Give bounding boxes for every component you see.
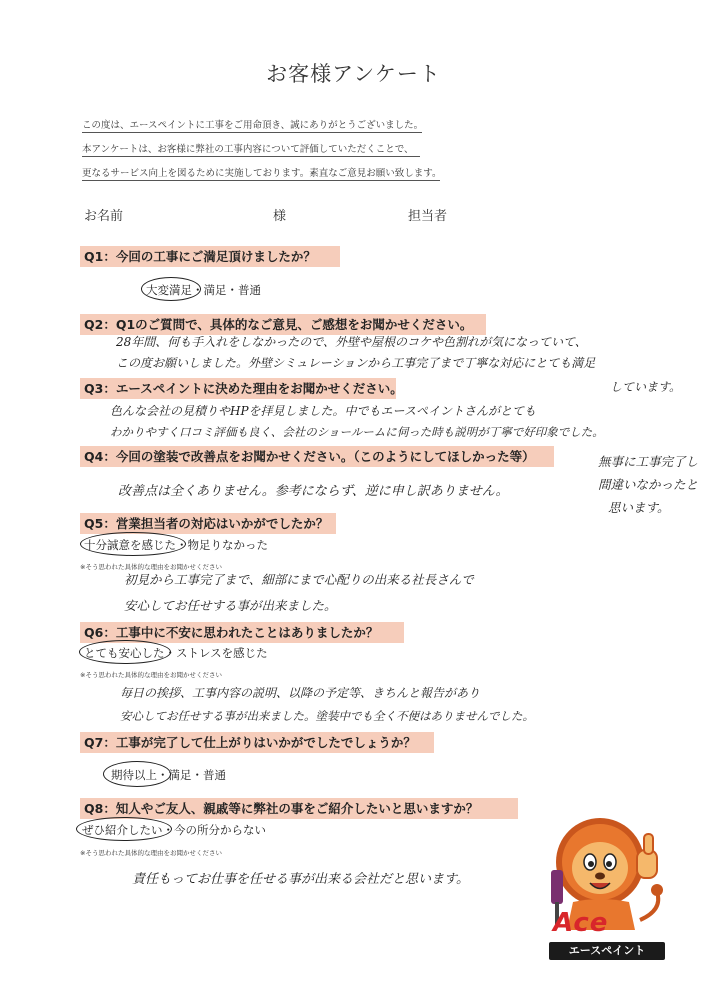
q6-note: ※そう思われた具体的な理由をお聞かせください — [80, 671, 222, 679]
mascot-illustration — [545, 810, 675, 970]
q6-question: Q6：工事中に不安に思われたことはありましたか？ — [80, 622, 404, 643]
q5-question: Q5：営業担当者の対応はいかがでしたか？ — [80, 513, 336, 534]
staff-label: 担当者 — [408, 209, 448, 224]
intro-underline-1 — [82, 132, 422, 133]
q8-selected-circle — [76, 817, 172, 841]
q3-answer-line-2: わかりやすく口コミ評価も良く、会社のショールームに伺った時も説明が丁寧で好印象でした。 — [110, 425, 604, 439]
q2-answer-line-1: 28年間、何も手入れをしなかったので、外壁や屋根のコケや色割れが気になっていて、 — [116, 335, 587, 349]
q2-answer-line-2: この度お願いしました。外壁シミュレーションから工事完了まで丁寧な対応にとても満足 — [116, 356, 596, 370]
q7-question: Q7：工事が完了して仕上がりはいかがでしたでしょうか？ — [80, 732, 434, 753]
q8-options: ぜひ紹介したい・今の所分からない — [82, 823, 266, 837]
intro-line-2: 本アンケートは、お客様に弊社の工事内容について評価していただくことで、 — [82, 144, 414, 155]
q8-answer: 責任もってお仕事を任せる事が出来る会社だと思います。 — [132, 872, 469, 887]
q8-question: Q8：知人やご友人、親戚等に弊社の事をご紹介したいと思いますか？ — [80, 798, 518, 819]
intro-line-1: この度は、エースペイントに工事をご用命頂き、誠にありがとうございました。 — [82, 120, 424, 131]
q1-question: Q1：今回の工事にご満足頂けましたか？ — [80, 246, 340, 267]
q5-note: ※そう思われた具体的な理由をお聞かせください — [80, 563, 222, 571]
q1-options: 大変満足・満足・普通 — [146, 283, 261, 297]
q4-answer: 改善点は全くありません。参考にならず、逆に申し訳ありません。 — [118, 484, 509, 499]
side-note-line-1: 無事に工事完了し — [598, 454, 699, 469]
ace-logo: Ace — [553, 908, 609, 938]
name-label: お名前 — [84, 209, 124, 224]
q5-answer-line-2: 安心してお任せする事が出来ました。 — [124, 598, 337, 613]
q6-answer-line-2: 安心してお任せする事が出来ました。塗装中でも全く不便はありませんでした。 — [120, 709, 534, 723]
q7-selected-circle — [103, 761, 171, 787]
mascot-caption: エースペイント — [549, 942, 665, 960]
q7-options: 期待以上・満足・普通 — [111, 768, 226, 782]
q5-selected-circle — [80, 532, 186, 556]
side-note-line-2: 間違いなかったと — [598, 477, 699, 492]
q3-answer-line-1: 色んな会社の見積りやHPを拝見しました。中でもエースペイントさんがとても — [110, 404, 536, 418]
intro-underline-2 — [82, 156, 420, 157]
q5-options: 十分誠意を感じた・物足りなかった — [84, 538, 268, 552]
side-note-line-3: 思います。 — [608, 500, 670, 515]
intro-line-3: 更なるサービス向上を図るために実施しております。素直なご意見お願い致します。 — [82, 168, 442, 179]
q4-question: Q4：今回の塗装で改善点をお聞かせください。（このようにしてほしかった等） — [80, 446, 554, 467]
q5-answer-line-1: 初見から工事完了まで、細部にまで心配りの出来る社長さんで — [124, 572, 474, 587]
q2-answer-tail: しています。 — [610, 380, 682, 394]
page-title: お客様アンケート — [266, 62, 441, 86]
q3-question: Q3：エースペイントに決めた理由をお聞かせください。 — [80, 378, 396, 399]
q1-selected-circle — [141, 277, 201, 301]
q8-note: ※そう思われた具体的な理由をお聞かせください — [80, 849, 222, 857]
q2-question: Q2：Q1のご質問で、具体的なご意見、ご感想をお聞かせください。 — [80, 314, 486, 335]
q6-answer-line-1: 毎日の挨拶、工事内容の説明、以降の予定等、きちんと報告があり — [120, 686, 481, 700]
q6-options: とても安心した・ストレスを感じた — [84, 646, 268, 660]
sama-label: 様 — [273, 209, 287, 224]
q6-selected-circle — [79, 640, 171, 664]
intro-underline-3 — [82, 180, 440, 181]
